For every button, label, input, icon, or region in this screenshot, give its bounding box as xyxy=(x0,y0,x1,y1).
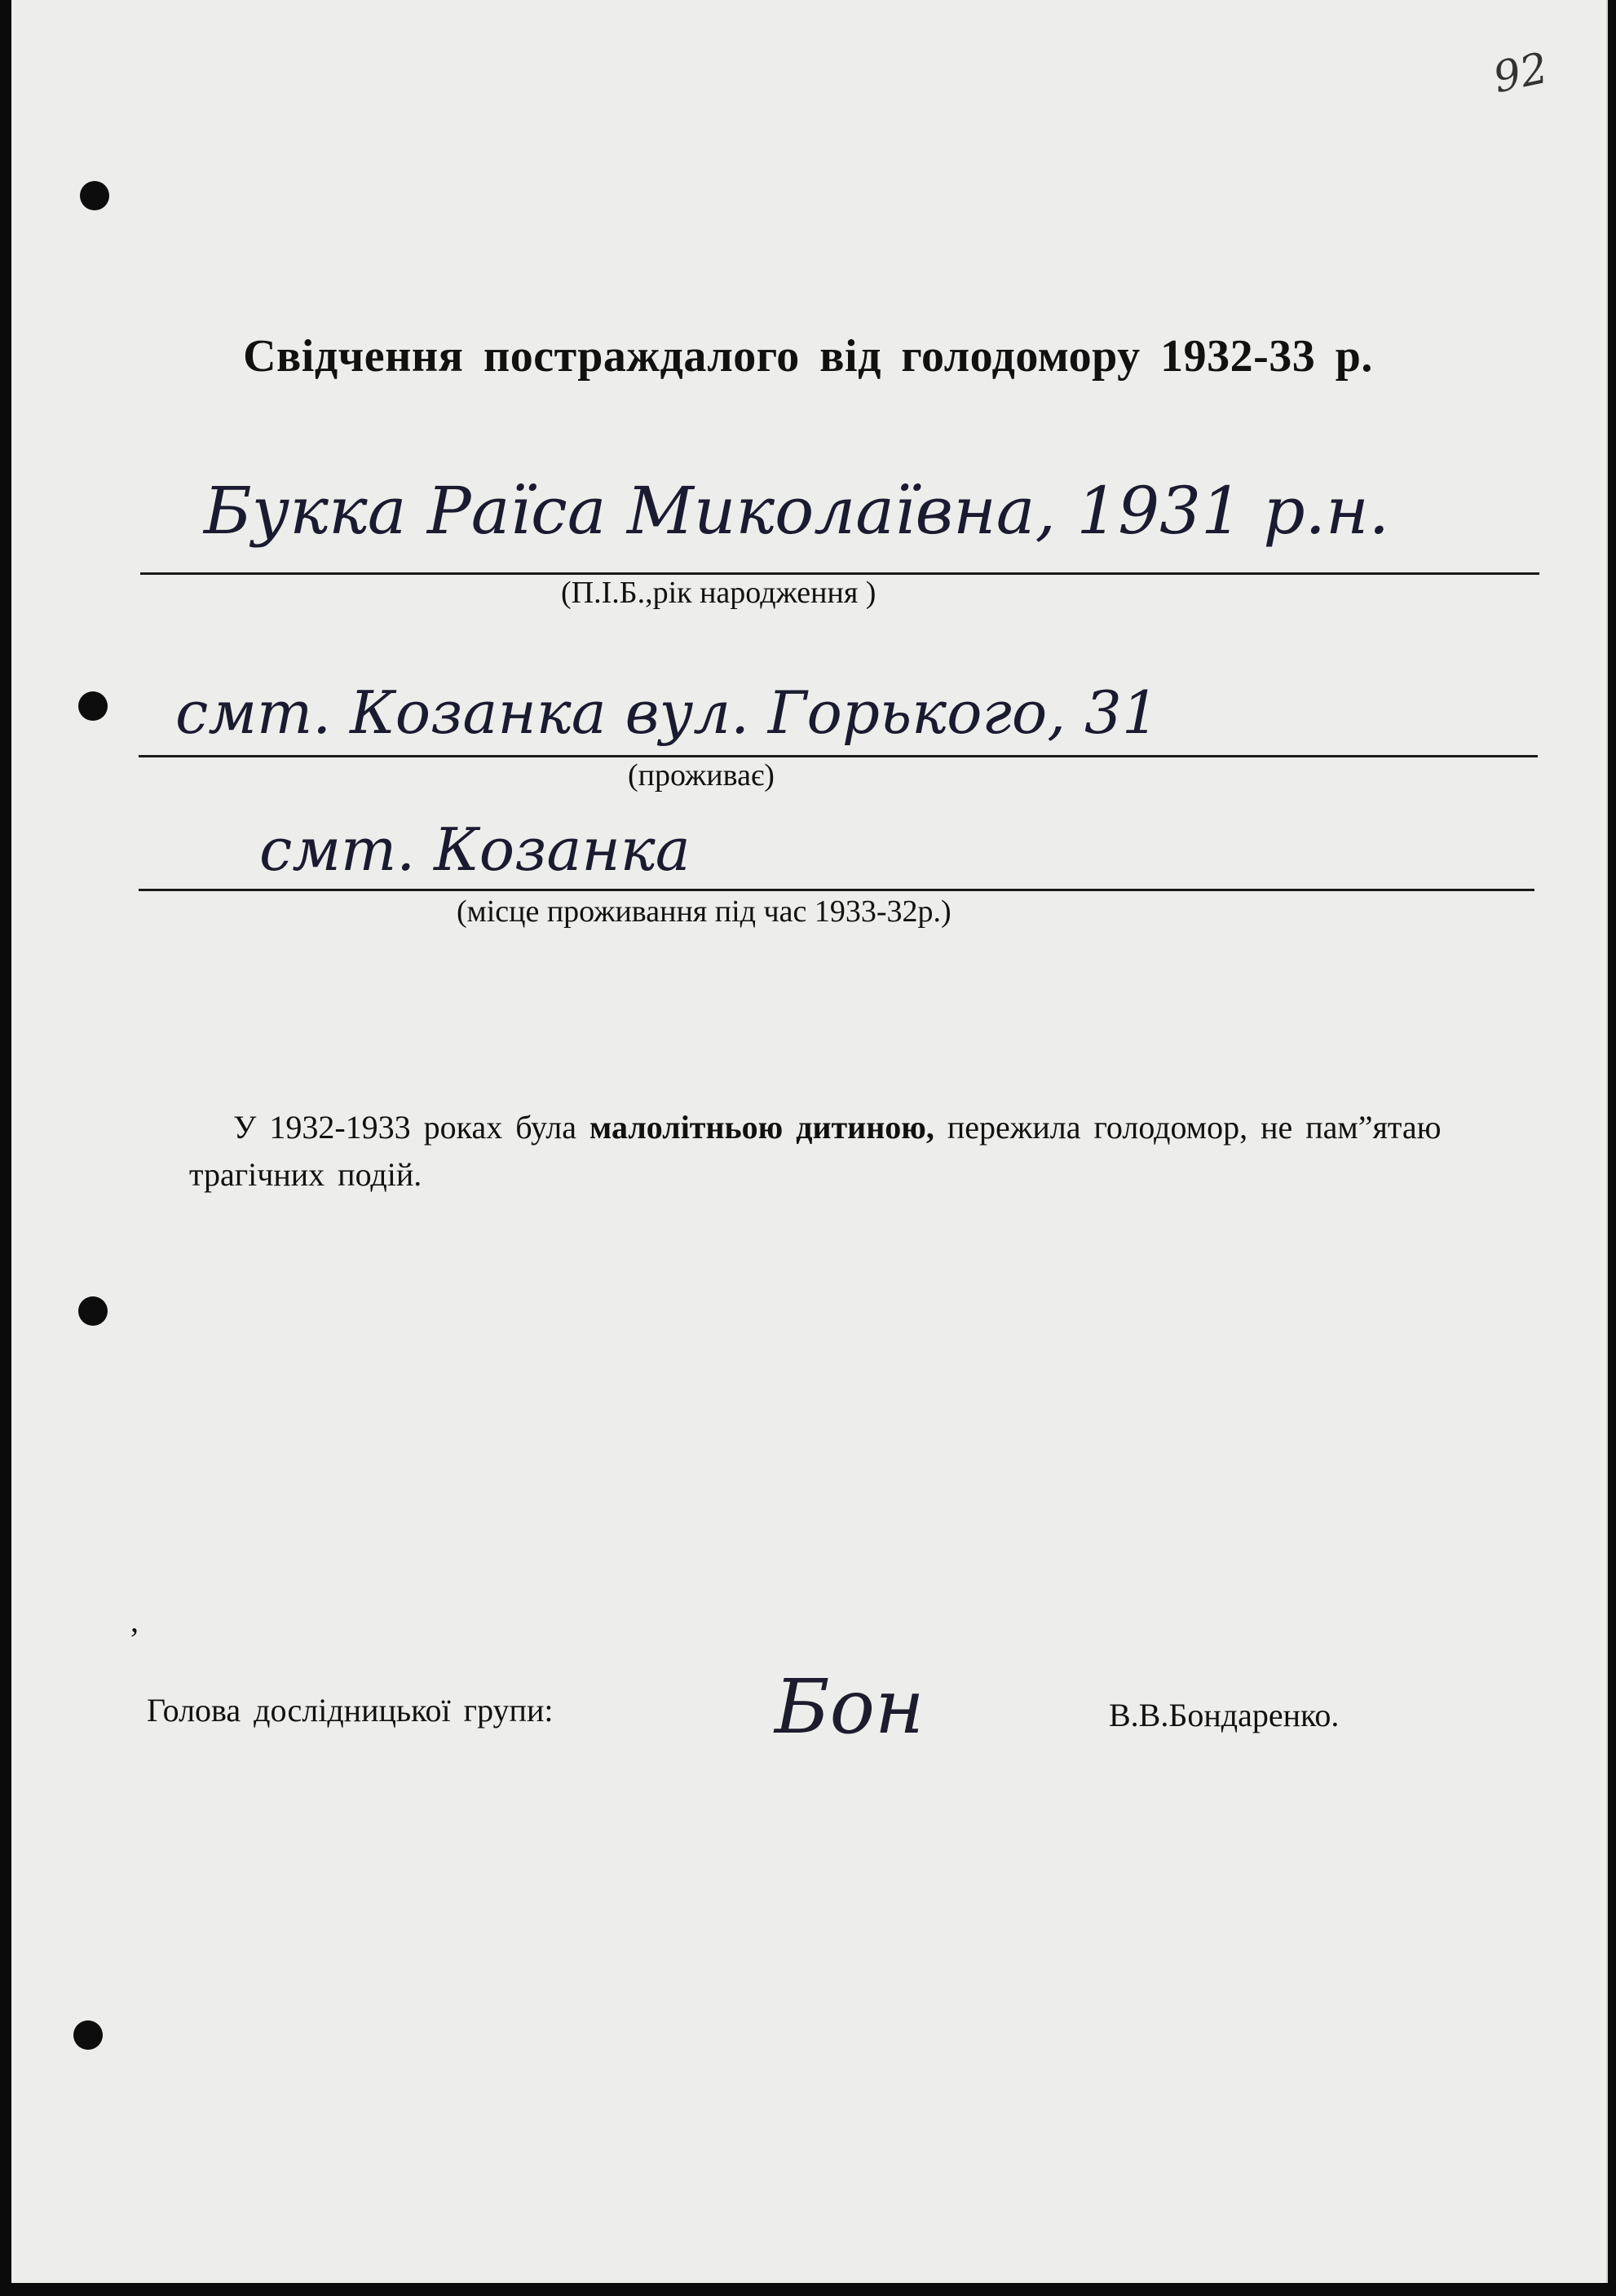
handwritten-residence-field: смт. Козанка xyxy=(259,815,691,884)
handwritten-name-field: Букка Раїса Миколаївна, 1931 р.н. xyxy=(204,473,1390,549)
document-title: Свідчення постраждалого від голодомору 1932-33 р. xyxy=(243,331,1373,382)
signature: Бон xyxy=(775,1663,925,1751)
group-head-label: Голова дослідницької групи: xyxy=(147,1692,554,1729)
field-underline xyxy=(139,889,1534,891)
field-underline xyxy=(139,755,1538,757)
statement-emphasis: малолітньою дитиною, xyxy=(589,1109,934,1146)
statement-suffix: пережила голодомор, не пам”ятаю трагічних подій. xyxy=(189,1109,1442,1193)
binder-hole xyxy=(73,2020,103,2050)
statement-prefix: У 1932-1933 роках була xyxy=(233,1109,590,1146)
field-caption: (місце проживання під час 1933-32р.) xyxy=(457,894,951,929)
handwritten-address-field: смт. Козанка вул. Горького, 31 xyxy=(175,678,1159,747)
testimony-statement xyxy=(189,1104,1449,1199)
stray-mark: , xyxy=(130,1602,139,1639)
group-head-name: В.В.Бондаренко. xyxy=(1109,1697,1340,1733)
binder-hole xyxy=(78,1296,108,1326)
field-caption: (проживає) xyxy=(628,758,775,793)
binder-hole xyxy=(78,691,108,721)
field-caption: (П.І.Б.,рік народження ) xyxy=(561,576,876,610)
page-number: 92 xyxy=(1489,43,1552,104)
binder-hole xyxy=(80,181,109,210)
